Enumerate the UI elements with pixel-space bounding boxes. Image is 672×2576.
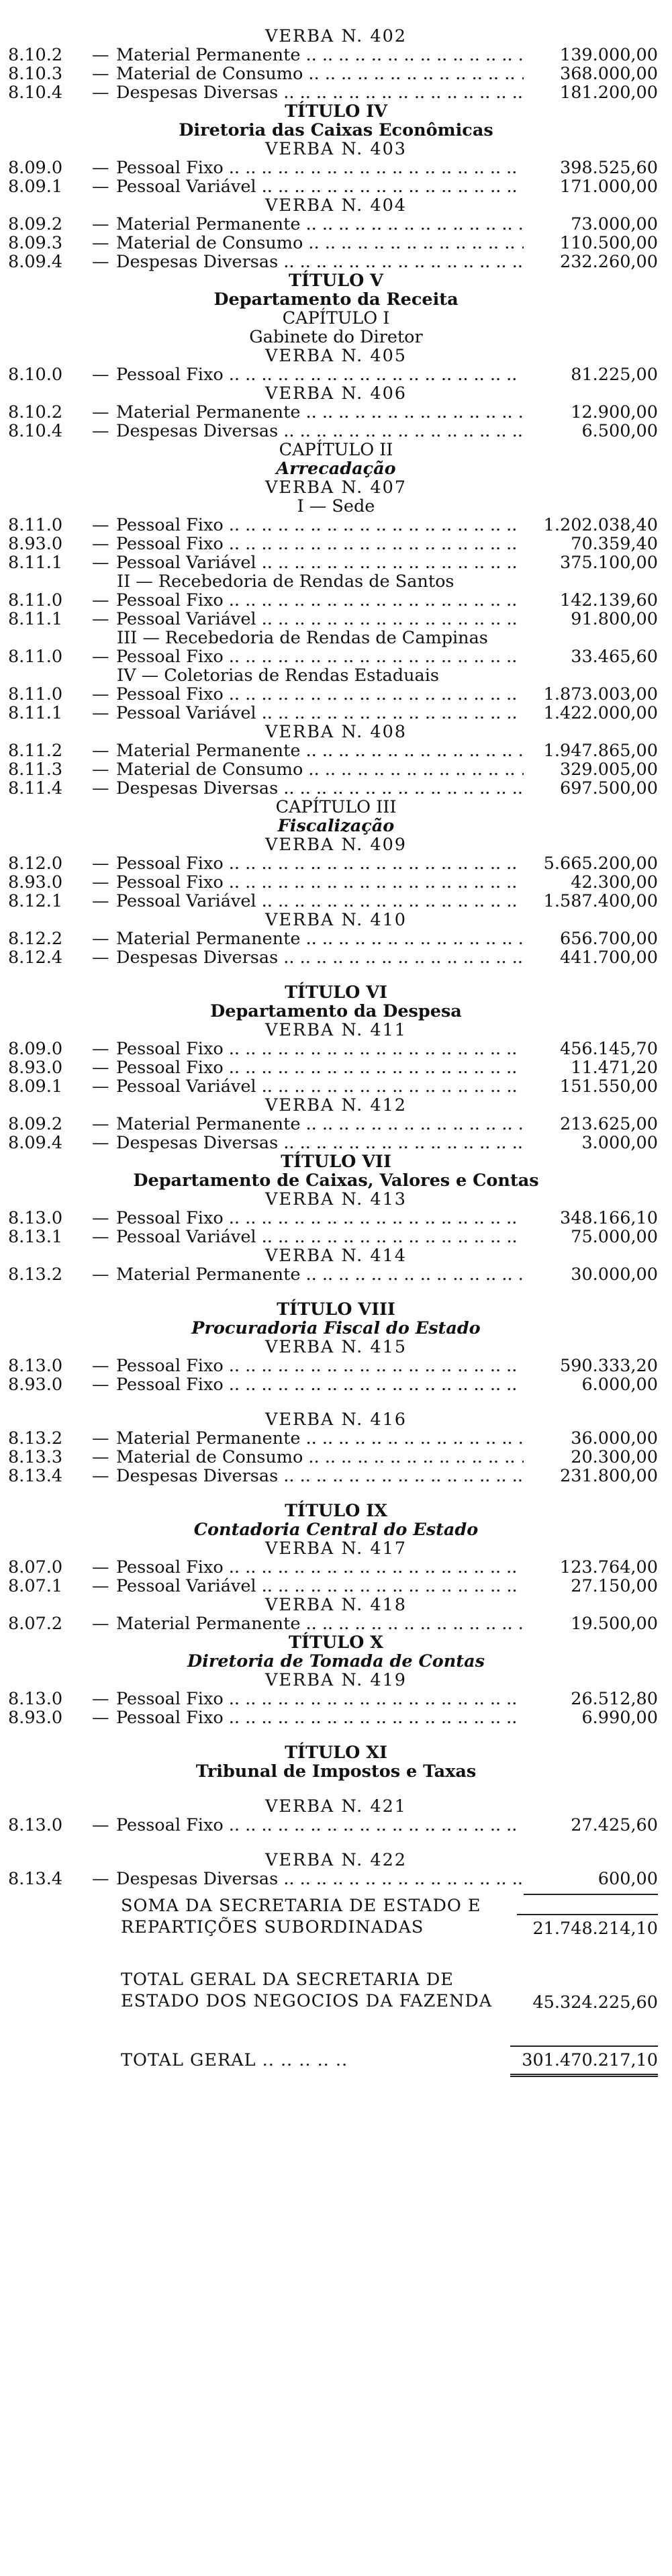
line-description: Material Permanente .. .. [116, 1265, 524, 1284]
budget-line [8, 1429, 658, 1448]
line-description: Despesas Diversas .. .. [116, 1870, 524, 1888]
section-heading: VERBA N. 411 [265, 1020, 407, 1040]
section-heading: VERBA N. 412 [265, 1095, 407, 1115]
line-amount: 26.512,80 [571, 1689, 658, 1709]
dash-separator: — [92, 1815, 109, 1835]
dash-separator: — [92, 1375, 109, 1395]
line-description: Pessoal Fixo .. .. [116, 1058, 524, 1077]
budget-line [8, 892, 658, 911]
line-code: 8.11.1 [8, 553, 63, 573]
line-description: Despesas Diversas .. .. [116, 948, 524, 967]
section-heading: Departamento de Caixas, Valores e Contas [133, 1170, 539, 1191]
budget-line [8, 854, 658, 873]
line-amount: 33.465,60 [571, 647, 658, 667]
line-description: Despesas Diversas .. .. [116, 1467, 524, 1485]
budget-line [8, 873, 658, 892]
line-amount: 139.000,00 [559, 45, 658, 65]
line-amount: 1.947.865,00 [543, 741, 658, 761]
line-amount: 600,00 [597, 1869, 658, 1889]
dash-separator: — [92, 854, 109, 874]
line-code: 8.09.1 [8, 1076, 63, 1097]
dash-separator: — [92, 1227, 109, 1247]
line-amount: 368.000,00 [559, 64, 658, 84]
subsection-heading: IV — Coletorias de Rendas Estaduais [117, 665, 439, 686]
line-amount: 30.000,00 [571, 1264, 658, 1285]
line-code: 8.12.0 [8, 854, 63, 874]
section-heading: CAPÍTULO III [275, 797, 397, 817]
line-amount: 75.000,00 [571, 1227, 658, 1247]
line-code: 8.09.1 [8, 177, 63, 197]
line-description: Pessoal Fixo .. .. [116, 591, 524, 610]
dash-separator: — [92, 1133, 109, 1153]
budget-line [8, 647, 658, 666]
section-heading: Diretoria de Tomada de Contas [187, 1651, 485, 1671]
section-heading: VERBA N. 414 [265, 1246, 407, 1266]
line-description: Despesas Diversas .. .. [116, 252, 524, 271]
section-heading: TÍTULO XI [285, 1743, 387, 1763]
line-amount: 375.100,00 [559, 553, 658, 573]
line-description: Pessoal Fixo .. .. [116, 158, 524, 177]
dash-separator: — [92, 760, 109, 780]
line-amount: 151.550,00 [559, 1076, 658, 1097]
spacer [0, 1394, 672, 1410]
line-description: Despesas Diversas .. .. [116, 422, 524, 441]
line-code: 8.10.4 [8, 421, 63, 441]
line-code: 8.11.3 [8, 760, 63, 780]
line-description: Pessoal Fixo .. .. [116, 873, 524, 892]
section-heading: VERBA N. 409 [265, 835, 407, 855]
budget-line [8, 1577, 658, 1596]
section-heading: Procuradoria Fiscal do Estado [191, 1318, 481, 1338]
budget-line [8, 1708, 658, 1727]
budget-line [8, 1209, 658, 1228]
section-heading: VERBA N. 404 [265, 195, 407, 216]
section-heading: Arrecadação [276, 459, 396, 479]
line-amount: 398.525,60 [559, 158, 658, 178]
line-code: 8.11.0 [8, 515, 63, 535]
line-code: 8.13.1 [8, 1227, 63, 1247]
line-code: 8.11.4 [8, 778, 63, 798]
budget-line [8, 158, 658, 177]
dash-separator: — [92, 647, 109, 667]
budget-line [8, 779, 658, 798]
section-heading: TÍTULO V [289, 271, 383, 291]
section-heading: VERBA N. 407 [265, 477, 407, 498]
line-amount: 81.225,00 [571, 365, 658, 385]
line-description: Material Permanente .. .. [116, 215, 524, 234]
budget-line [8, 1558, 658, 1577]
line-code: 8.09.4 [8, 1133, 63, 1153]
line-amount: 6.500,00 [581, 421, 658, 441]
line-description: Pessoal Fixo .. .. [116, 365, 524, 384]
spacer [0, 1835, 672, 1851]
section-heading: VERBA N. 419 [265, 1670, 407, 1690]
section-heading: Departamento da Receita [213, 289, 459, 310]
line-code: 8.11.0 [8, 684, 63, 704]
grand-total-amount: 301.470.217,10 [510, 2045, 658, 2077]
line-code: 8.10.2 [8, 45, 63, 65]
line-code: 8.13.0 [8, 1208, 63, 1228]
budget-line [8, 1040, 658, 1058]
line-amount: 70.359,40 [571, 534, 658, 554]
line-code: 8.13.0 [8, 1689, 63, 1709]
line-amount: 123.764,00 [559, 1557, 658, 1577]
dash-separator: — [92, 214, 109, 234]
subtotal-label: SOMA DA SECRETARIA DE ESTADO E REPARTIÇÕES SUBORDINADAS [121, 1896, 481, 1937]
budget-line [8, 741, 658, 760]
line-amount: 27.425,60 [571, 1815, 658, 1835]
section-heading: CAPÍTULO I [282, 308, 390, 328]
dash-separator: — [92, 1689, 109, 1709]
spacer [0, 967, 672, 983]
line-description: Pessoal Fixo .. .. [116, 1690, 524, 1708]
budget-line [8, 553, 658, 572]
line-code: 8.09.2 [8, 1114, 63, 1134]
line-amount: 1.873.003,00 [543, 684, 658, 704]
line-description: Despesas Diversas .. .. [116, 1134, 524, 1152]
line-amount: 441.700,00 [559, 948, 658, 968]
line-description: Pessoal Fixo .. .. [116, 685, 524, 704]
budget-line [8, 704, 658, 723]
budget-line [8, 252, 658, 271]
dash-separator: — [92, 83, 109, 103]
budget-line [8, 234, 658, 252]
budget-line [8, 1228, 658, 1246]
dash-separator: — [92, 1356, 109, 1376]
dash-separator: — [92, 1614, 109, 1634]
line-amount: 656.700,00 [559, 929, 658, 949]
section-heading: Fiscalização [277, 816, 395, 836]
budget-page [0, 27, 672, 2077]
line-description: Pessoal Fixo .. .. [116, 1558, 524, 1577]
line-code: 8.11.2 [8, 741, 63, 761]
dash-separator: — [92, 64, 109, 84]
dash-separator: — [92, 421, 109, 441]
budget-line [8, 177, 658, 196]
line-amount: 19.500,00 [571, 1614, 658, 1634]
budget-line [8, 1816, 658, 1835]
dash-separator: — [92, 1466, 109, 1486]
line-code: 8.11.0 [8, 647, 63, 667]
grand-total [121, 2045, 658, 2077]
budget-line [8, 516, 658, 535]
budget-line [8, 610, 658, 629]
dash-separator: — [92, 1708, 109, 1728]
line-amount: 12.900,00 [571, 402, 658, 422]
budget-line [8, 929, 658, 948]
line-code: 8.13.4 [8, 1869, 63, 1889]
budget-line [8, 1375, 658, 1394]
section-heading: CAPÍTULO II [279, 440, 393, 460]
line-description: Despesas Diversas .. .. [116, 83, 524, 102]
line-code: 8.07.0 [8, 1557, 63, 1577]
line-description: Material Permanente .. .. [116, 1115, 524, 1134]
dash-separator: — [92, 534, 109, 554]
line-amount: 6.990,00 [581, 1708, 658, 1728]
line-description: Material de Consumo .. .. [116, 234, 524, 252]
section-heading: Diretoria das Caixas Econômicas [179, 120, 493, 140]
subtotal-block [121, 1895, 658, 1938]
section-heading: TÍTULO VI [285, 982, 387, 1003]
section-heading: TÍTULO IV [285, 101, 387, 122]
section-heading: TÍTULO X [289, 1632, 383, 1653]
line-amount: 697.500,00 [559, 778, 658, 798]
line-description: Pessoal Variável .. .. [116, 553, 524, 572]
line-description: Material de Consumo .. .. [116, 760, 524, 779]
line-description: Pessoal Variável .. .. [116, 892, 524, 911]
budget-line [8, 1448, 658, 1467]
budget-line [8, 403, 658, 422]
line-amount: 42.300,00 [571, 872, 658, 892]
line-code: 8.12.1 [8, 891, 63, 911]
dash-separator: — [92, 929, 109, 949]
line-description: Material de Consumo .. .. [116, 1448, 524, 1467]
line-description: Pessoal Fixo .. .. [116, 1356, 524, 1375]
line-description: Pessoal Variável .. .. [116, 1577, 524, 1596]
line-amount: 590.333,20 [559, 1356, 658, 1376]
dash-separator: — [92, 177, 109, 197]
budget-line [8, 760, 658, 779]
dash-separator: — [92, 684, 109, 704]
line-description: Pessoal Fixo .. .. [116, 516, 524, 535]
line-amount: 5.665.200,00 [543, 854, 658, 874]
dash-separator: — [92, 365, 109, 385]
line-amount: 231.800,00 [559, 1466, 658, 1486]
line-code: 8.13.2 [8, 1428, 63, 1448]
section-heading: VERBA N. 403 [265, 139, 407, 159]
section-heading: VERBA N. 417 [265, 1538, 407, 1559]
budget-line [8, 1690, 658, 1708]
section-heading: VERBA N. 418 [265, 1595, 407, 1615]
line-description: Pessoal Fixo .. .. [116, 1816, 524, 1835]
line-description: Material Permanente .. .. [116, 403, 524, 422]
line-code: 8.07.2 [8, 1614, 63, 1634]
line-amount: 11.471,20 [571, 1058, 658, 1078]
section-heading: Contadoria Central do Estado [193, 1520, 479, 1540]
section-heading: VERBA N. 421 [265, 1796, 407, 1816]
budget-line [8, 1115, 658, 1134]
line-description: Material Permanente .. .. [116, 741, 524, 760]
line-description: Despesas Diversas .. .. [116, 779, 524, 798]
dash-separator: — [92, 1447, 109, 1467]
subtotal-amount: 45.324.225,60 [532, 1992, 658, 2013]
dash-separator: — [92, 1039, 109, 1059]
dash-separator: — [92, 948, 109, 968]
dash-separator: — [92, 891, 109, 911]
section-heading: VERBA N. 416 [265, 1410, 407, 1430]
budget-line [8, 1870, 658, 1888]
budget-line [8, 1614, 658, 1633]
budget-line [8, 685, 658, 704]
line-description: Pessoal Variável .. .. [116, 1228, 524, 1246]
line-description: Pessoal Fixo .. .. [116, 854, 524, 873]
line-description: Pessoal Fixo .. .. [116, 1209, 524, 1228]
line-code: 8.93.0 [8, 872, 63, 892]
line-description: Pessoal Variável .. .. [116, 177, 524, 196]
line-description: Material Permanente .. .. [116, 1614, 524, 1633]
line-code: 8.13.0 [8, 1356, 63, 1376]
line-description: Material Permanente .. .. [116, 46, 524, 64]
spacer [0, 1284, 672, 1300]
line-description: Pessoal Fixo .. .. [116, 1708, 524, 1727]
dash-separator: — [92, 590, 109, 610]
dash-separator: — [92, 778, 109, 798]
spacer [0, 1727, 672, 1743]
subtotal-amount: 21.748.214,10 [517, 1914, 658, 1938]
dash-separator: — [92, 741, 109, 761]
subtotal-block [121, 1969, 658, 2012]
line-code: 8.12.4 [8, 948, 63, 968]
budget-line [8, 1467, 658, 1485]
dash-separator: — [92, 1576, 109, 1596]
line-amount: 1.422.000,00 [543, 703, 658, 723]
line-amount: 110.500,00 [559, 233, 658, 253]
budget-line [8, 83, 658, 102]
line-code: 8.10.0 [8, 365, 63, 385]
section-heading: TÍTULO VII [281, 1152, 391, 1172]
line-description: Pessoal Fixo .. .. [116, 1040, 524, 1058]
line-amount: 73.000,00 [571, 214, 658, 234]
section-heading: VERBA N. 413 [265, 1189, 407, 1209]
section-heading: TÍTULO VIII [277, 1299, 395, 1320]
line-code: 8.09.0 [8, 158, 63, 178]
line-code: 8.13.0 [8, 1815, 63, 1835]
dash-separator: — [92, 553, 109, 573]
dash-separator: — [92, 1869, 109, 1889]
line-amount: 329.005,00 [559, 760, 658, 780]
subsection-heading: III — Recebedoria de Rendas de Campinas [117, 628, 488, 648]
line-description: Material de Consumo .. .. [116, 64, 524, 83]
line-description: Material Permanente .. .. [116, 1429, 524, 1448]
line-amount: 3.000,00 [581, 1133, 658, 1153]
budget-line [8, 1058, 658, 1077]
section-heading: VERBA N. 405 [265, 346, 407, 366]
dash-separator: — [92, 233, 109, 253]
dash-separator: — [92, 158, 109, 178]
budget-line [8, 1265, 658, 1284]
line-amount: 171.000,00 [559, 177, 658, 197]
budget-line [8, 1077, 658, 1096]
line-amount: 6.000,00 [581, 1375, 658, 1395]
dash-separator: — [92, 872, 109, 892]
line-code: 8.93.0 [8, 1708, 63, 1728]
section-heading: VERBA N. 410 [265, 910, 407, 930]
dash-separator: — [92, 1076, 109, 1097]
line-code: 8.11.0 [8, 590, 63, 610]
dash-separator: — [92, 1114, 109, 1134]
line-code: 8.93.0 [8, 1375, 63, 1395]
section-heading: VERBA N. 406 [265, 383, 407, 404]
dash-separator: — [92, 1557, 109, 1577]
line-description: Material Permanente .. .. [116, 929, 524, 948]
spacer [0, 1938, 672, 1969]
section-heading: VERBA N. 422 [265, 1850, 407, 1870]
line-code: 8.07.1 [8, 1576, 63, 1596]
line-code: 8.13.4 [8, 1466, 63, 1486]
line-code: 8.09.0 [8, 1039, 63, 1059]
dash-separator: — [92, 1264, 109, 1285]
line-code: 8.13.2 [8, 1264, 63, 1285]
line-amount: 213.625,00 [559, 1114, 658, 1134]
dash-separator: — [92, 1428, 109, 1448]
dash-separator: — [92, 1208, 109, 1228]
line-description: Pessoal Variável .. .. [116, 1077, 524, 1096]
budget-line [8, 1134, 658, 1152]
line-code: 8.10.4 [8, 83, 63, 103]
line-code: 8.11.1 [8, 609, 63, 629]
line-description: Pessoal Fixo .. .. [116, 1375, 524, 1394]
spacer [0, 1781, 672, 1797]
line-description: Pessoal Variável .. .. [116, 704, 524, 723]
line-code: 8.09.4 [8, 252, 63, 272]
line-amount: 348.166,10 [559, 1208, 658, 1228]
budget-line [8, 365, 658, 384]
dash-separator: — [92, 402, 109, 422]
budget-line [8, 422, 658, 441]
dash-separator: — [92, 252, 109, 272]
subsection-heading: II — Recebedoria de Rendas de Santos [117, 571, 454, 592]
line-description: Pessoal Fixo .. .. [116, 647, 524, 666]
line-code: 8.10.3 [8, 64, 63, 84]
line-code: 8.93.0 [8, 1058, 63, 1078]
section-heading: VERBA N. 402 [265, 26, 407, 46]
line-code: 8.09.2 [8, 214, 63, 234]
dash-separator: — [92, 609, 109, 629]
line-code: 8.13.3 [8, 1447, 63, 1467]
line-amount: 142.139,60 [559, 590, 658, 610]
spacer [0, 1485, 672, 1502]
line-code: 8.09.3 [8, 233, 63, 253]
budget-line [8, 215, 658, 234]
subtotal-label: TOTAL GERAL DA SECRETARIA DE ESTADO DOS NEGOCIOS DA FAZENDA [121, 1970, 493, 2011]
budget-line [8, 591, 658, 610]
budget-line [8, 46, 658, 64]
section-heading: VERBA N. 408 [265, 722, 407, 742]
line-amount: 1.587.400,00 [543, 891, 658, 911]
dash-separator: — [92, 45, 109, 65]
line-description: Pessoal Variável .. .. [116, 610, 524, 629]
dash-separator: — [92, 515, 109, 535]
line-amount: 1.202.038,40 [543, 515, 658, 535]
line-code: 8.12.2 [8, 929, 63, 949]
line-amount: 232.260,00 [559, 252, 658, 272]
section-heading: I — Sede [297, 496, 375, 516]
line-code: 8.93.0 [8, 534, 63, 554]
section-heading: Gabinete do Diretor [249, 327, 423, 347]
line-code: 8.10.2 [8, 402, 63, 422]
section-heading: Departamento da Despesa [210, 1001, 462, 1021]
line-amount: 36.000,00 [571, 1428, 658, 1448]
dash-separator: — [92, 703, 109, 723]
budget-line [8, 1356, 658, 1375]
budget-line [8, 64, 658, 83]
line-amount: 181.200,00 [559, 83, 658, 103]
line-amount: 20.300,00 [571, 1447, 658, 1467]
section-heading: VERBA N. 415 [265, 1337, 407, 1357]
line-description: Pessoal Fixo .. .. [116, 535, 524, 553]
budget-line [8, 948, 658, 967]
line-amount: 456.145,70 [559, 1039, 658, 1059]
section-heading: Tribunal de Impostos e Taxas [195, 1761, 477, 1782]
line-amount: 91.800,00 [571, 609, 658, 629]
grand-total-label: TOTAL GERAL .. .. [121, 2051, 510, 2070]
line-code: 8.11.1 [8, 703, 63, 723]
section-heading: TÍTULO IX [285, 1501, 387, 1521]
budget-line [8, 535, 658, 553]
dash-separator: — [92, 1058, 109, 1078]
line-amount: 27.150,00 [571, 1576, 658, 1596]
